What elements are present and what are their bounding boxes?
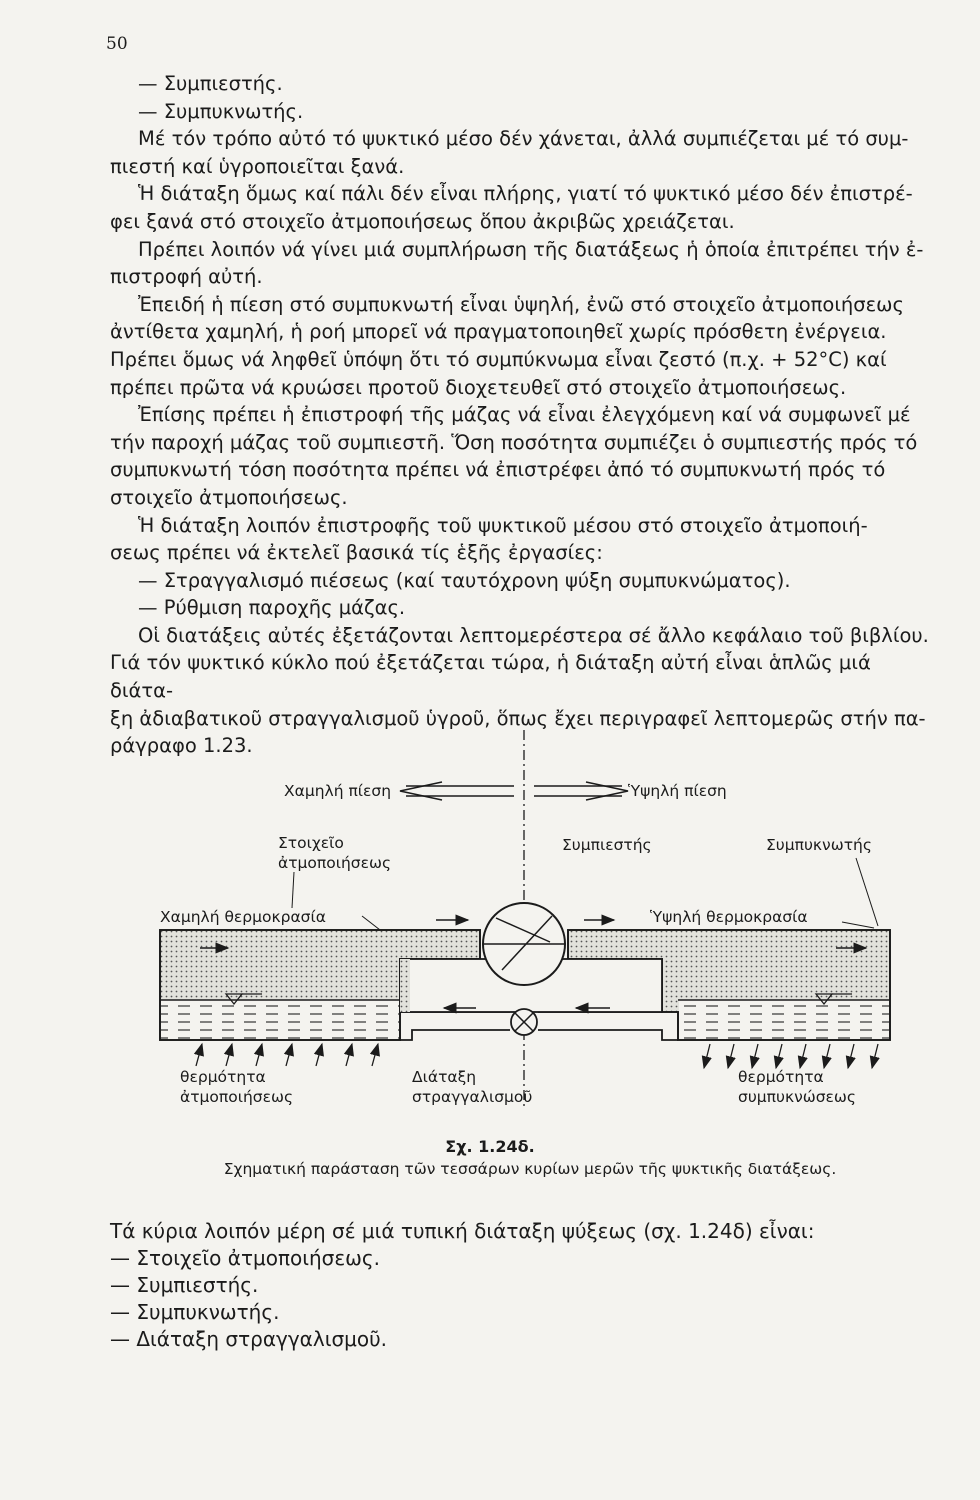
paragraph-line: στοιχεῖο ἀτμοποιήσεως. [110,485,348,509]
low-pressure-arrow [400,782,514,800]
evaporation-heat-label-line2: ἀτμοποιήσεως [180,1088,294,1106]
paragraph-line: σεως πρέπει νά ἐκτελεῖ βασικά τίς ἑξῆς ἐργασίες: [110,541,603,565]
paragraph-line: ἀντίθετα χαμηλή, ἡ ροή μπορεῖ νά πραγματοποιηθεῖ χωρίς πρόσθετη ἐνέργεια. [110,320,887,344]
evaporator-label-line2: ἀτμοποιήσεως [278,854,392,872]
list-item: — Ρύθμιση παροχῆς μάζας. [138,596,406,620]
evaporation-heat-label: θερμότητα [180,1068,266,1086]
paragraph-line: φει ξανά στό στοιχεῖο ἀτμοποιήσεως ὅπου ἀκριβῶς χρειάζεται. [110,209,735,233]
high-temperature-label: Ὑψηλή θερμοκρασία [650,908,808,926]
paragraph-line: συμπυκνωτή τόση ποσότητα πρέπει νά ἐπιστρέφει ἀπό τό συμπυκνωτή πρός τό [110,458,886,482]
paragraph-line: Πρέπει ὅμως νά ληφθεῖ ὑπόψη ὅτι τό συμπύκνωμα εἶναι ζεστό (π.χ. + 52°C) καί [110,347,887,371]
paragraph-line: πιεστή καί ὑγροποιεῖται ξανά. [110,154,405,178]
heat-out-arrows [704,1044,878,1068]
compressor-icon [483,903,565,985]
list-item: — Συμπυκνωτής. [138,99,304,123]
parts-list [110,1218,930,1353]
page-number: 50 [106,34,128,54]
paragraph-line: Πρέπει λοιπόν νά γίνει μιά συμπλήρωση τῆς διατάξεως ἡ ὁποία ἐπιτρέπει τήν ἐ- [138,237,924,261]
paragraph-line: ράγραφο 1.23. [110,734,253,758]
low-pressure-label: Χαμηλή πίεση [284,782,392,800]
paragraph-line: Γιά τόν ψυκτικό κύκλο πού ἐξετάζεται τώρα, ἡ διάταξη αὐτή εἶναι ἁπλῶς μιά διάτα- [110,651,871,703]
high-pressure-arrow [534,782,628,800]
paragraph-line: Οἱ διατάξεις αὐτές ἐξετάζονται λεπτομερέστερα σέ ἄλλο κεφάλαιο τοῦ βιβλίου. [138,623,929,647]
list-item: — Συμπυκνωτής. [110,1300,280,1324]
throttle-label: Διάταξη [412,1068,477,1086]
body-text [110,70,938,760]
compressor-label: Συμπιεστής [562,836,652,854]
condensation-heat-label-line2: συμπυκνώσεως [738,1088,857,1106]
heat-in-arrows [196,1044,378,1066]
paragraph-line: πρέπει πρῶτα νά κρυώσει προτοῦ διοχετευθεῖ στό στοιχεῖο ἀτμοποιήσεως. [110,375,847,399]
parts-intro: Τά κύρια λοιπόν μέρη σέ μιά τυπική διάταξη ψύξεως (σχ. 1.24δ) εἶναι: [110,1219,815,1243]
paragraph-line: ξη ἀδιαβατικοῦ στραγγαλισμοῦ ὑγροῦ, ὅπως ἔχει περιγραφεῖ λεπτομερῶς στήν πα- [110,706,926,730]
condenser-label: Συμπυκνωτής [766,836,872,854]
paragraph-line: Μέ τόν τρόπο αὐτό τό ψυκτικό μέσο δέν χάνεται, ἀλλά συμπιέζεται μέ τό συμ- [138,127,909,151]
condensation-heat-label: θερμότητα [738,1068,824,1086]
evaporator-label: Στοιχεῖο [278,834,344,852]
high-pressure-label: Ὑψηλή πίεση [628,782,727,800]
low-temperature-label: Χαμηλή θερμοκρασία [160,908,326,926]
paragraph-line: Ἐπειδή ἡ πίεση στό συμπυκνωτή εἶναι ὑψηλή, ἐνῶ στό στοιχεῖο ἀτμοποιήσεως [138,292,904,316]
paragraph-line: τήν παροχή μάζας τοῦ συμπιεστῆ. Ὅση ποσότητα συμπιέζει ὁ συμπιεστής πρός τό [110,430,918,454]
return-line [400,1012,678,1040]
figure-caption: Σχηματική παράσταση τῶν τεσσάρων κυρίων μερῶν τῆς ψυκτικῆς διατάξεως. [223,1160,837,1178]
throttle-label-line2: στραγγαλισμοῦ [412,1088,533,1106]
throttle-valve-icon [511,1009,537,1035]
list-item: — Στοιχεῖο ἀτμοποιήσεως. [110,1246,380,1270]
paragraph-line: Ἡ διάταξη ὅμως καί πάλι δέν εἶναι πλήρης, γιατί τό ψυκτικό μέσο δέν ἐπιστρέ- [138,182,913,206]
figure-number: Σχ. 1.24δ. [445,1137,535,1156]
paragraph-line: Ἐπίσης πρέπει ἡ ἐπιστροφή τῆς μάζας νά εἶναι ἐλεγχόμενη καί νά συμφωνεῖ μέ [138,403,911,427]
refrigeration-diagram [110,730,900,1110]
paragraph-line: Ἡ διάταξη λοιπόν ἐπιστροφῆς τοῦ ψυκτικοῦ μέσου στό στοιχεῖο ἀτμοποιή- [138,513,868,537]
paragraph-line: πιστροφή αὐτή. [110,265,263,289]
list-item: — Συμπιεστής. [110,1273,259,1297]
list-item: — Στραγγαλισμό πιέσεως (καί ταυτόχρονη ψύξη συμπυκνώματος). [138,568,791,592]
list-item: — Συμπιεστής. [138,72,283,95]
list-item: — Διάταξη στραγγαλισμοῦ. [110,1327,388,1351]
